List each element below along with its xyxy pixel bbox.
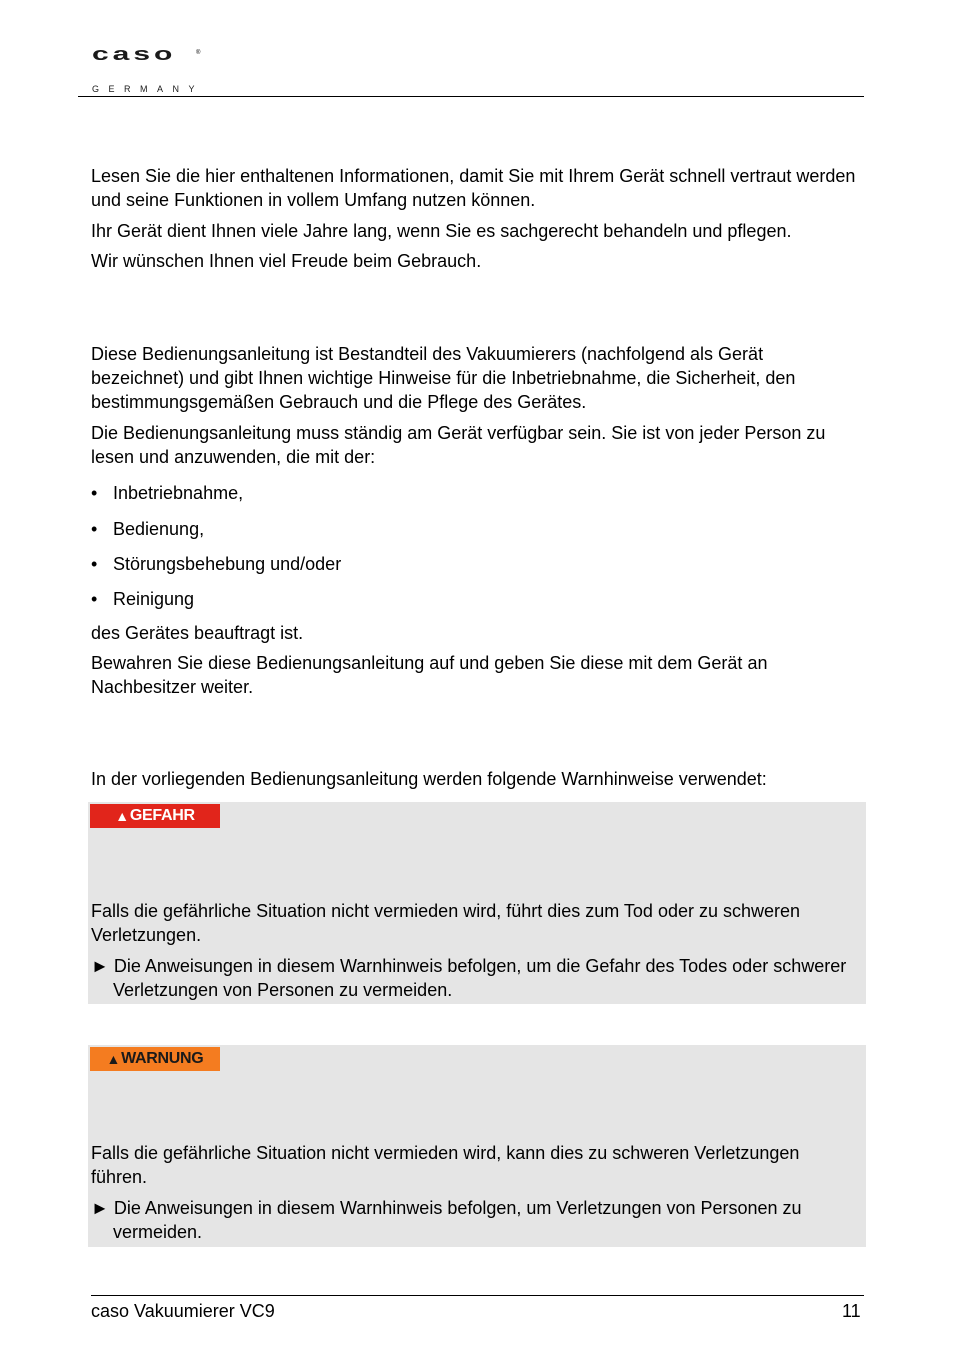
bullet-icon: • bbox=[91, 554, 98, 574]
bullet-icon: • bbox=[91, 519, 98, 539]
list-item: • Bedienung, bbox=[91, 519, 205, 539]
warning-box bbox=[88, 1045, 866, 1247]
brand-registered-mark: ® bbox=[196, 50, 201, 56]
warnings-intro: In der vorliegenden Bedienungsanleitung werden folgende Warnhinweise verwendet: bbox=[91, 769, 767, 789]
brand-logo bbox=[78, 36, 208, 104]
bullet-icon: • bbox=[91, 483, 98, 503]
footer-title: caso Vakuumierer VC9 bbox=[91, 1301, 275, 1321]
manual-paragraph-3: des Gerätes beauftragt ist. bbox=[91, 623, 304, 643]
warning-badge: ▲ WARNUNG bbox=[90, 1047, 220, 1071]
list-item: • Störungsbehebung und/oder bbox=[91, 554, 342, 574]
manual-paragraph-2: Die Bedienungsanleitung muss ständig am Gerät verfügbar sein. Sie ist von jeder Person zu lesen und anzuwenden, die mit der: bbox=[91, 423, 826, 467]
danger-box bbox=[88, 802, 866, 1004]
list-item: • Reinigung bbox=[91, 589, 195, 609]
warning-triangle-icon: ▲ bbox=[106, 1051, 121, 1067]
intro-paragraph-3: Wir wünschen Ihnen viel Freude beim Gebrauch. bbox=[91, 251, 482, 271]
intro-paragraph-2: Ihr Gerät dient Ihnen viele Jahre lang, wenn Sie es sachgerecht behandeln und pflegen. bbox=[91, 221, 792, 241]
danger-action: ► Die Anweisungen in diesem Warnhinweis befolgen, um die Gefahr des Todes oder schwerer Verletzungen von Personen zu vermeiden. bbox=[91, 956, 847, 1000]
warning-triangle-icon: ▲ bbox=[115, 808, 129, 824]
header-divider bbox=[78, 96, 864, 97]
danger-badge: ▲ GEFAHR bbox=[90, 804, 220, 828]
manual-paragraph-1: Diese Bedienungsanleitung ist Bestandteil des Vakuumierers (nachfolgend als Gerät bezeichnet) und gibt Ihnen wichtige Hinweise für die Inbetriebnahme, die Sicherheit, den bestimmungsgemäßen Gebrauch und die Pflege des Gerätes. bbox=[91, 344, 796, 412]
danger-text: Falls die gefährliche Situation nicht vermieden wird, führt dies zum Tod oder zu schweren Verletzungen. bbox=[91, 901, 801, 945]
list-item: • Inbetriebnahme, bbox=[91, 483, 244, 503]
warning-text: Falls die gefährliche Situation nicht vermieden wird, kann dies zu schweren Verletzungen führen. bbox=[91, 1143, 800, 1187]
intro-paragraph-1: Lesen Sie die hier enthaltenen Informationen, damit Sie mit Ihrem Gerät schnell vertraut werden und seine Funktionen in vollem Umfang nutzen können. bbox=[91, 166, 856, 210]
manual-paragraph-4: Bewahren Sie diese Bedienungsanleitung auf und geben Sie diese mit dem Gerät an Nachbesitzer weiter. bbox=[91, 653, 768, 697]
warning-action: ► Die Anweisungen in diesem Warnhinweis befolgen, um Verletzungen von Personen zu vermeiden. bbox=[91, 1198, 802, 1242]
bullet-icon: • bbox=[91, 589, 98, 609]
page-number: 11 bbox=[842, 1301, 861, 1321]
brand-logo-subtitle: GERMANY bbox=[92, 84, 205, 94]
footer-divider bbox=[91, 1295, 864, 1296]
brand-logo-word: caso bbox=[92, 44, 177, 65]
